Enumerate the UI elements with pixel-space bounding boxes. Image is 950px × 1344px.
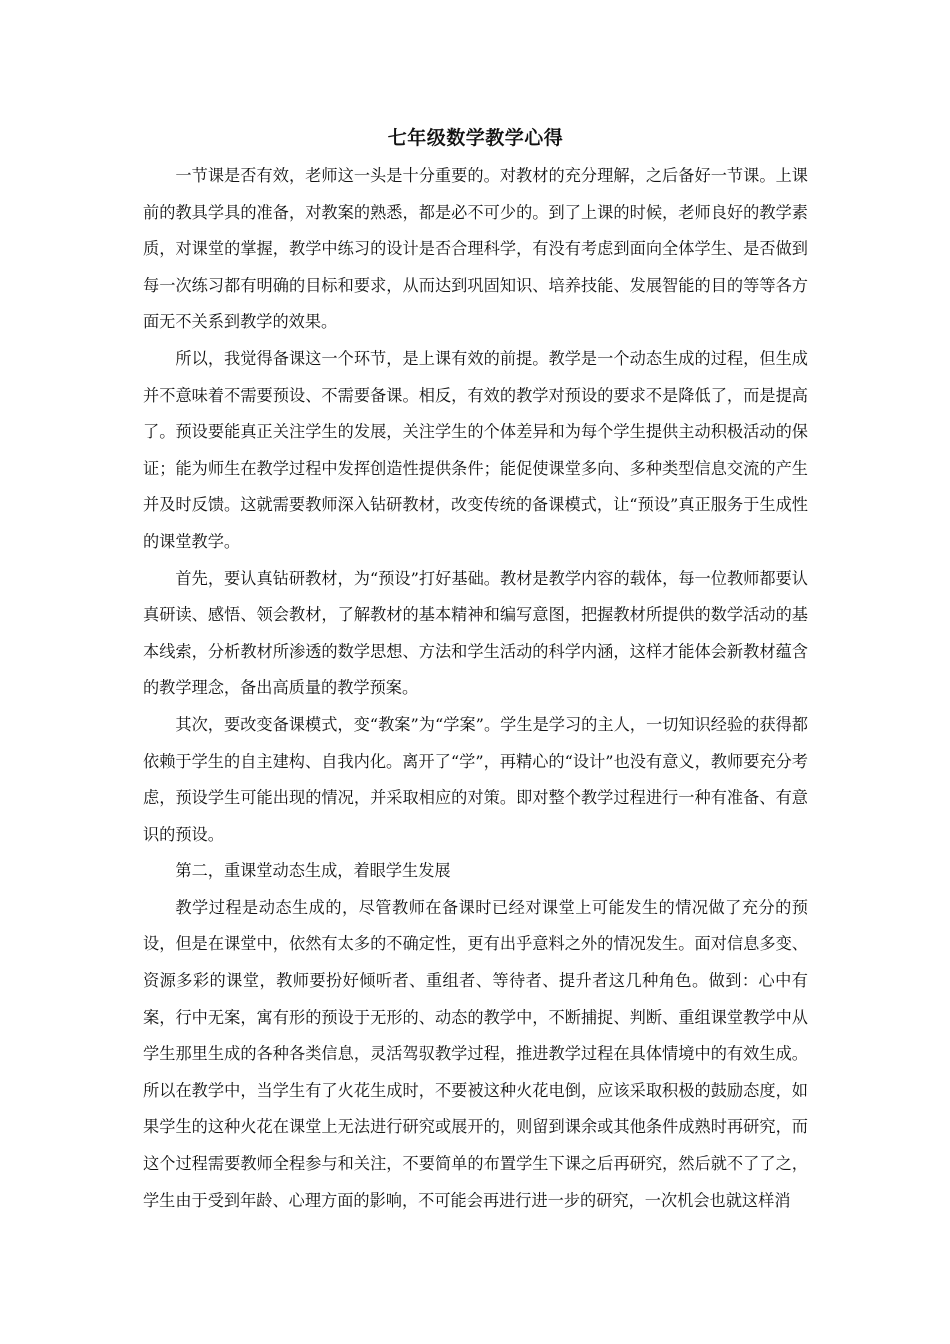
- paragraph-2: 所以，我觉得备课这一个环节，是上课有效的前提。教学是一个动态生成的过程，但生成并不意味着不需要预设、不需要备课。相反，有效的教学对预设的要求不是降低了，而是提高了。预设要能真正关注学生的发展，关注学生的个体差异和为每个学生提供主动积极活动的保证；能为师生在教学过程中发挥创造性提供条件；能促使课堂多向、多种类型信息交流的产生并及时反馈。这就需要教师深入钻研教材，改变传统的备课模式，让“预设”真正服务于生成性的课堂教学。: [143, 348, 808, 551]
- paragraph-3: 首先，要认真钻研教材，为“预设”打好基础。教材是教学内容的载体，每一位教师都要认真研读、感悟、领会教材，了解教材的基本精神和编写意图，把握教材所提供的数学活动的基本线索，分析教材所渗透的数学思想、方法和学生活动的科学内涵，这样才能体会新教材蕴含的教学理念，备出高质量的教学预案。: [143, 568, 808, 698]
- paragraph-6: 教学过程是动态生成的，尽管教师在备课时已经对课堂上可能发生的情况做了充分的预设，但是在课堂中，依然有太多的不确定性，更有出乎意料之外的情况发生。面对信息多变、资源多彩的课堂，教师要扮好倾听者、重组者、等待者、提升者这几种角色。做到：心中有案，行中无案，寓有形的预设于无形的、动态的教学中，不断捕捉、判断、重组课堂教学中从学生那里生成的各种各类信息，灵活驾驭教学过程，推进教学过程在具体情境中的有效生成。所以在教学中，当学生有了火花生成时，不要被这种火花电倒，应该采取积极的鼓励态度，如果学生的这种火花在课堂上无法进行研究或展开的，则留到课余或其他条件成熟时再研究，而这个过程需要教师全程参与和关注，不要简单的布置学生下课之后再研究，然后就不了了之，学生由于受到年龄、心理方面的影响，不可能会再进行进一步的研究，一次机会也就这样消: [143, 897, 808, 1210]
- section-heading-paragraph: 第二，重课堂动态生成，着眼学生发展: [175, 861, 451, 881]
- paragraph-4: 其次，要改变备课模式，变“教案”为“学案”。学生是学习的主人，一切知识经验的获得都依赖于学生的自主建构、自我内化。离开了“学”，再精心的“设计”也没有意义，教师要充分考虑，预设学生可能出现的情况，并采取相应的对策。即对整个教学过程进行一种有准备、有意识的预设。: [143, 714, 808, 844]
- paragraph-1: 一节课是否有效，老师这一头是十分重要的。对教材的充分理解，之后备好一节课。上课前的教具学具的准备，对教案的熟悉，都是必不可少的。到了上课的时候，老师良好的教学素质，对课堂的掌握，教学中练习的设计是否合理科学，有没有考虑到面向全体学生、是否做到每一次练习都有明确的目标和要求，从而达到巩固知识、培养技能、发展智能的目的等等各方面无不关系到教学的效果。: [143, 166, 808, 332]
- document-title: 七年级数学教学心得: [387, 127, 564, 149]
- document-body: [143, 118, 808, 1219]
